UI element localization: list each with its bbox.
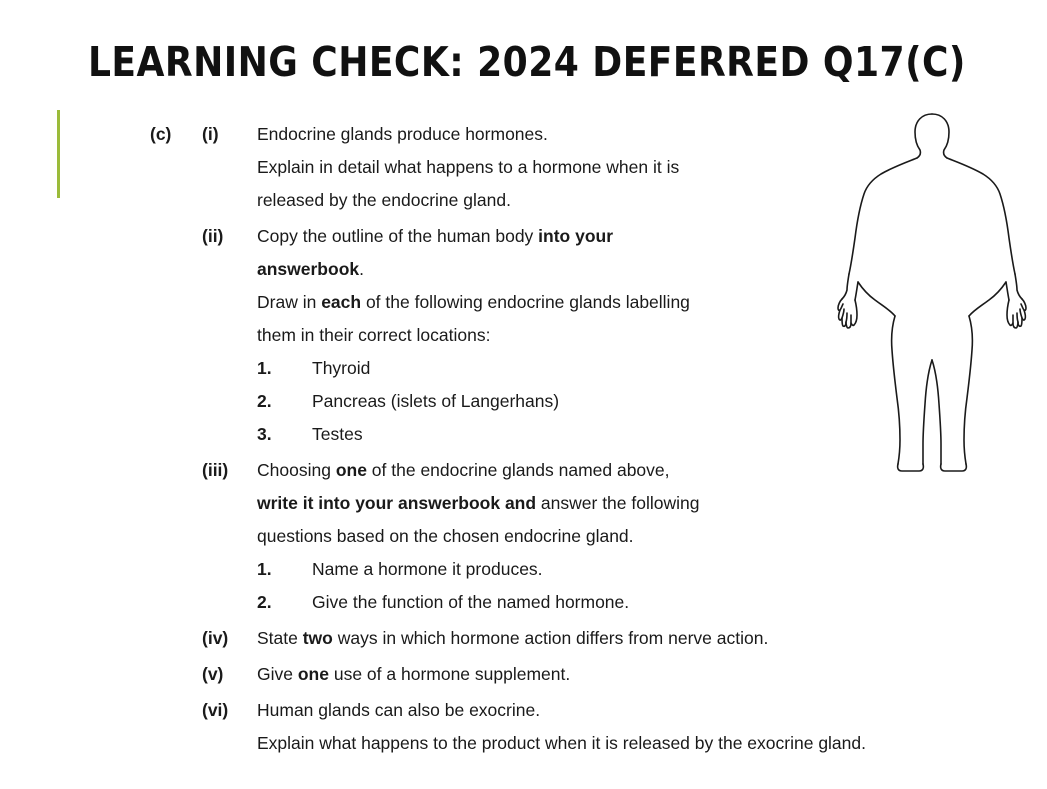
item-line: Human glands can also be exocrine. (257, 700, 541, 720)
item-text-vi (257, 694, 866, 760)
list-item (257, 352, 850, 385)
item-line: Choosing one of the endocrine glands named above, (257, 460, 670, 480)
item-label-ii: (ii) (202, 226, 224, 246)
item-iii-sublist (257, 553, 850, 619)
question-item-iii (202, 454, 850, 619)
human-body-outline-figure (835, 110, 1030, 475)
item-text-v (257, 658, 850, 691)
item-line: write it into your answerbook and answer the following (257, 493, 700, 513)
item-text-iii (257, 454, 850, 619)
list-item (257, 418, 850, 451)
item-line: Explain what happens to the product when it is released by the exocrine gland. (257, 733, 866, 753)
item-ii-sublist (257, 352, 850, 451)
item-text-i (257, 118, 850, 217)
item-line: questions based on the chosen endocrine gland. (257, 526, 634, 546)
list-item-label: Give the function of the named hormone. (312, 592, 630, 612)
list-item-label: Thyroid (312, 358, 371, 378)
list-item-number: 3. (257, 424, 272, 444)
item-line: Draw in each of the following endocrine glands labelling (257, 292, 690, 312)
list-item-label: Testes (312, 424, 363, 444)
item-line: Explain in detail what happens to a hormone when it is (257, 157, 680, 177)
list-item (257, 385, 850, 418)
item-line: them in their correct locations: (257, 325, 491, 345)
item-line: State two ways in which hormone action differs from nerve action. (257, 628, 769, 648)
page-title: LEARNING CHECK: 2024 DEFERRED Q17(C) (88, 38, 966, 86)
question-item-i (150, 118, 850, 217)
question-item-vi (202, 694, 866, 760)
item-line: released by the endocrine gland. (257, 190, 511, 210)
list-item-number: 1. (257, 358, 272, 378)
item-line: Give one use of a hormone supplement. (257, 664, 571, 684)
item-text-iv (257, 622, 850, 655)
item-line: Endocrine glands produce hormones. (257, 124, 548, 144)
list-item-number: 2. (257, 592, 272, 612)
accent-bar (57, 110, 60, 198)
question-item-v (202, 658, 850, 691)
item-label-iii: (iii) (202, 460, 229, 480)
list-item-number: 1. (257, 559, 272, 579)
item-line: answerbook. (257, 259, 364, 279)
list-item (257, 553, 850, 586)
list-item-number: 2. (257, 391, 272, 411)
list-item-label: Pancreas (islets of Langerhans) (312, 391, 560, 411)
question-item-iv (202, 622, 850, 655)
item-label-i: (i) (202, 124, 219, 144)
question-body (150, 118, 866, 760)
item-label-iv: (iv) (202, 628, 229, 648)
item-label-v: (v) (202, 664, 224, 684)
human-body-outline-icon (835, 110, 1030, 475)
item-line: Copy the outline of the human body into your (257, 226, 614, 246)
part-label: (c) (150, 124, 172, 144)
list-item (257, 586, 850, 619)
list-item-label: Name a hormone it produces. (312, 559, 543, 579)
item-text-ii (257, 220, 850, 451)
item-label-vi: (vi) (202, 700, 229, 720)
question-item-ii (202, 220, 850, 451)
